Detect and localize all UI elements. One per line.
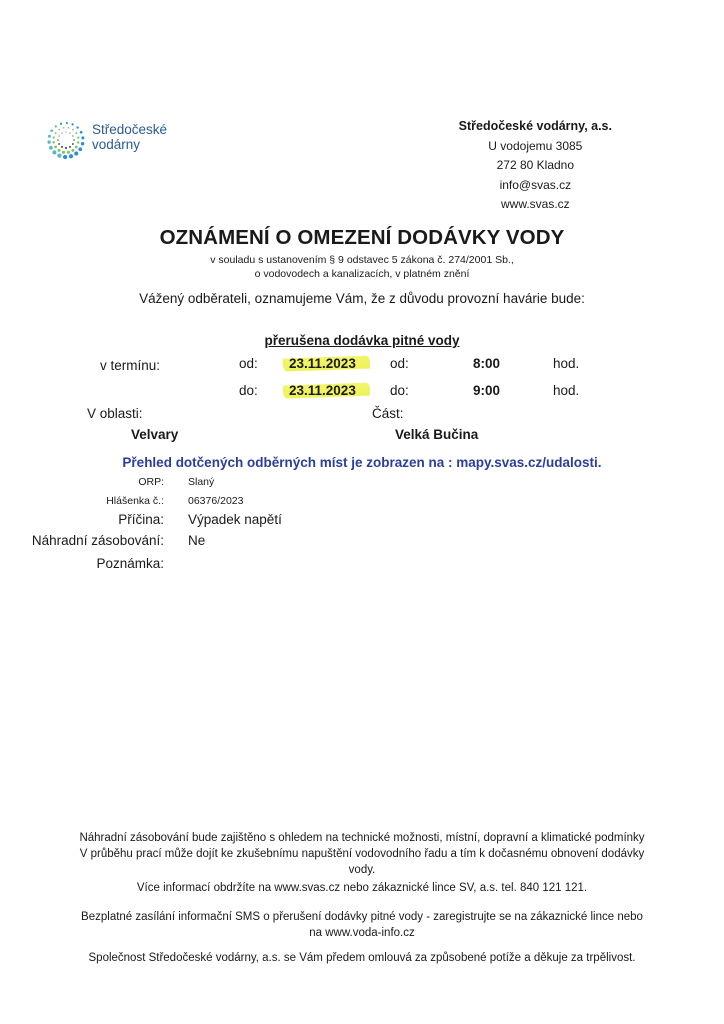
- from-date-label: od:: [239, 356, 258, 371]
- logo-dot: [58, 149, 61, 152]
- logo-dot: [77, 137, 79, 139]
- footer-para-2: Více informací obdržíte na www.svas.cz nebo zákaznické lince SV, a.s. tel. 840 121 121.: [136, 882, 588, 894]
- outage-headline: přerušena dodávka pitné vody: [264, 333, 460, 348]
- logo-dot: [57, 154, 61, 158]
- logo-dot: [61, 146, 63, 148]
- logo-dot: [72, 129, 74, 131]
- from-time-label: od:: [390, 356, 409, 371]
- term-label: v termínu:: [100, 358, 161, 373]
- address-street: U vodojemu 3085: [488, 138, 583, 153]
- report-value: 06376/2023: [188, 495, 244, 507]
- logo-dot: [47, 140, 50, 143]
- logo-dot: [58, 129, 60, 131]
- logo-dot: [57, 139, 59, 141]
- logo-dot: [78, 147, 82, 151]
- address-city: 272 80 Kladno: [496, 158, 575, 172]
- footer-para-1-line-2: V průběhu prací může dojít ke zkušebnímu napuštění vodovodního řadu a tím k dočasnému obnovení dodávky: [79, 848, 645, 860]
- part-label: Část:: [372, 406, 404, 421]
- from-unit: hod.: [553, 356, 580, 371]
- part-value: Velká Bučina: [395, 427, 479, 442]
- logo-dot: [63, 155, 67, 159]
- logo-dot: [72, 143, 74, 145]
- to-date: 23.11.2023: [283, 381, 370, 400]
- logo-line-2: vodárny: [92, 137, 141, 152]
- logo-dot: [58, 143, 60, 145]
- cause-value: Výpadek napětí: [188, 512, 282, 527]
- logo-dot: [55, 132, 57, 134]
- logo-dot: [81, 136, 84, 139]
- logo-dot: [52, 141, 54, 143]
- logo-dot: [66, 122, 68, 124]
- logo-dot: [62, 151, 65, 154]
- logo-dot: [68, 127, 70, 129]
- logo-dot: [48, 135, 51, 138]
- logo-dot: [49, 146, 53, 150]
- footer-para-3-line-1: Bezplatné zasílání informační SMS o přerušení dodávky pitné vody - zaregistrujte se na zákaznické lince nebo: [81, 911, 643, 923]
- logo-dot: [72, 135, 73, 136]
- footer-para-1-line-1: Náhradní zásobování bude zajištěno s ohledem na technické možnosti, místní, dopravní a klimatické podmínky: [79, 832, 645, 844]
- logo-dot: [63, 127, 65, 129]
- logo-dot: [81, 142, 84, 145]
- area-value: Velvary: [131, 427, 179, 442]
- logo-dot: [75, 146, 78, 149]
- logo-dot: [65, 131, 66, 132]
- logo-dot: [69, 146, 71, 148]
- company-name: Středočeské vodárny, a.s.: [458, 119, 612, 133]
- legal-line-2: o vodovodech a kanalizacích, v platném znění: [254, 268, 470, 280]
- orp-value: Slaný: [188, 476, 215, 488]
- logo-dot: [67, 151, 70, 154]
- logo-dot: [69, 132, 70, 133]
- logo-dot: [50, 129, 53, 132]
- logo-dot: [76, 126, 78, 128]
- logo-dot: [69, 154, 73, 158]
- note-label: Poznámka:: [96, 556, 164, 571]
- logo-dot: [75, 132, 77, 134]
- logo-dot: [58, 135, 59, 136]
- intro-text: Vážený odběrateli, oznamujeme Vám, že z důvodu provozní havárie bude:: [139, 291, 585, 306]
- company-logo: [44, 118, 204, 166]
- logo-dot: [73, 139, 75, 141]
- map-link[interactable]: Přehled dotčených odběrných míst je zobrazen na : mapy.svas.cz/udalosti.: [122, 455, 602, 470]
- orp-label: ORP:: [138, 476, 164, 488]
- area-label: V oblasti:: [87, 406, 143, 421]
- dotted-circle-logo-icon: [44, 118, 88, 162]
- logo-dot: [60, 123, 62, 125]
- company-address: [459, 117, 612, 215]
- to-unit: hod.: [553, 383, 580, 398]
- logo-line-1: Středočeské: [92, 122, 168, 137]
- address-web[interactable]: www.svas.cz: [500, 197, 570, 211]
- document-title: OZNÁMENÍ O OMEZENÍ DODÁVKY VODY: [159, 226, 565, 249]
- logo-dot: [54, 146, 57, 149]
- logo-dot: [55, 125, 57, 127]
- to-time: 9:00: [473, 383, 501, 398]
- logo-dot: [65, 147, 67, 149]
- to-date-label: do:: [239, 383, 258, 398]
- to-time-label: do:: [390, 383, 409, 398]
- address-email[interactable]: info@svas.cz: [499, 177, 572, 192]
- logo-dot: [80, 131, 83, 134]
- logo-text: [92, 122, 167, 152]
- backup-label: Náhradní zásobování:: [31, 533, 164, 548]
- logo-dot: [71, 149, 74, 152]
- logo-dot: [52, 150, 56, 154]
- from-date: 23.11.2023: [283, 354, 370, 373]
- legal-line-1: v souladu s ustanovením § 9 odstavec 5 zákona č. 274/2001 Sb.,: [210, 254, 514, 266]
- from-time: 8:00: [473, 356, 501, 371]
- report-label: Hlášenka č.:: [106, 495, 164, 507]
- logo-dot: [61, 132, 62, 133]
- footer-para-1-line-3: vody.: [348, 864, 376, 876]
- cause-label: Příčina:: [118, 512, 164, 527]
- logo-dot: [53, 136, 55, 138]
- logo-dot: [71, 123, 73, 125]
- footer-para-3-line-2: na www.voda-info.cz: [309, 927, 415, 939]
- logo-dot: [74, 152, 78, 156]
- logo-dot: [77, 141, 79, 143]
- backup-value: Ne: [188, 533, 206, 548]
- footer-para-4: Společnost Středočeské vodárny, a.s. se Vám předem omlouvá za způsobené potíže a děkuje za trpělivost.: [88, 952, 636, 964]
